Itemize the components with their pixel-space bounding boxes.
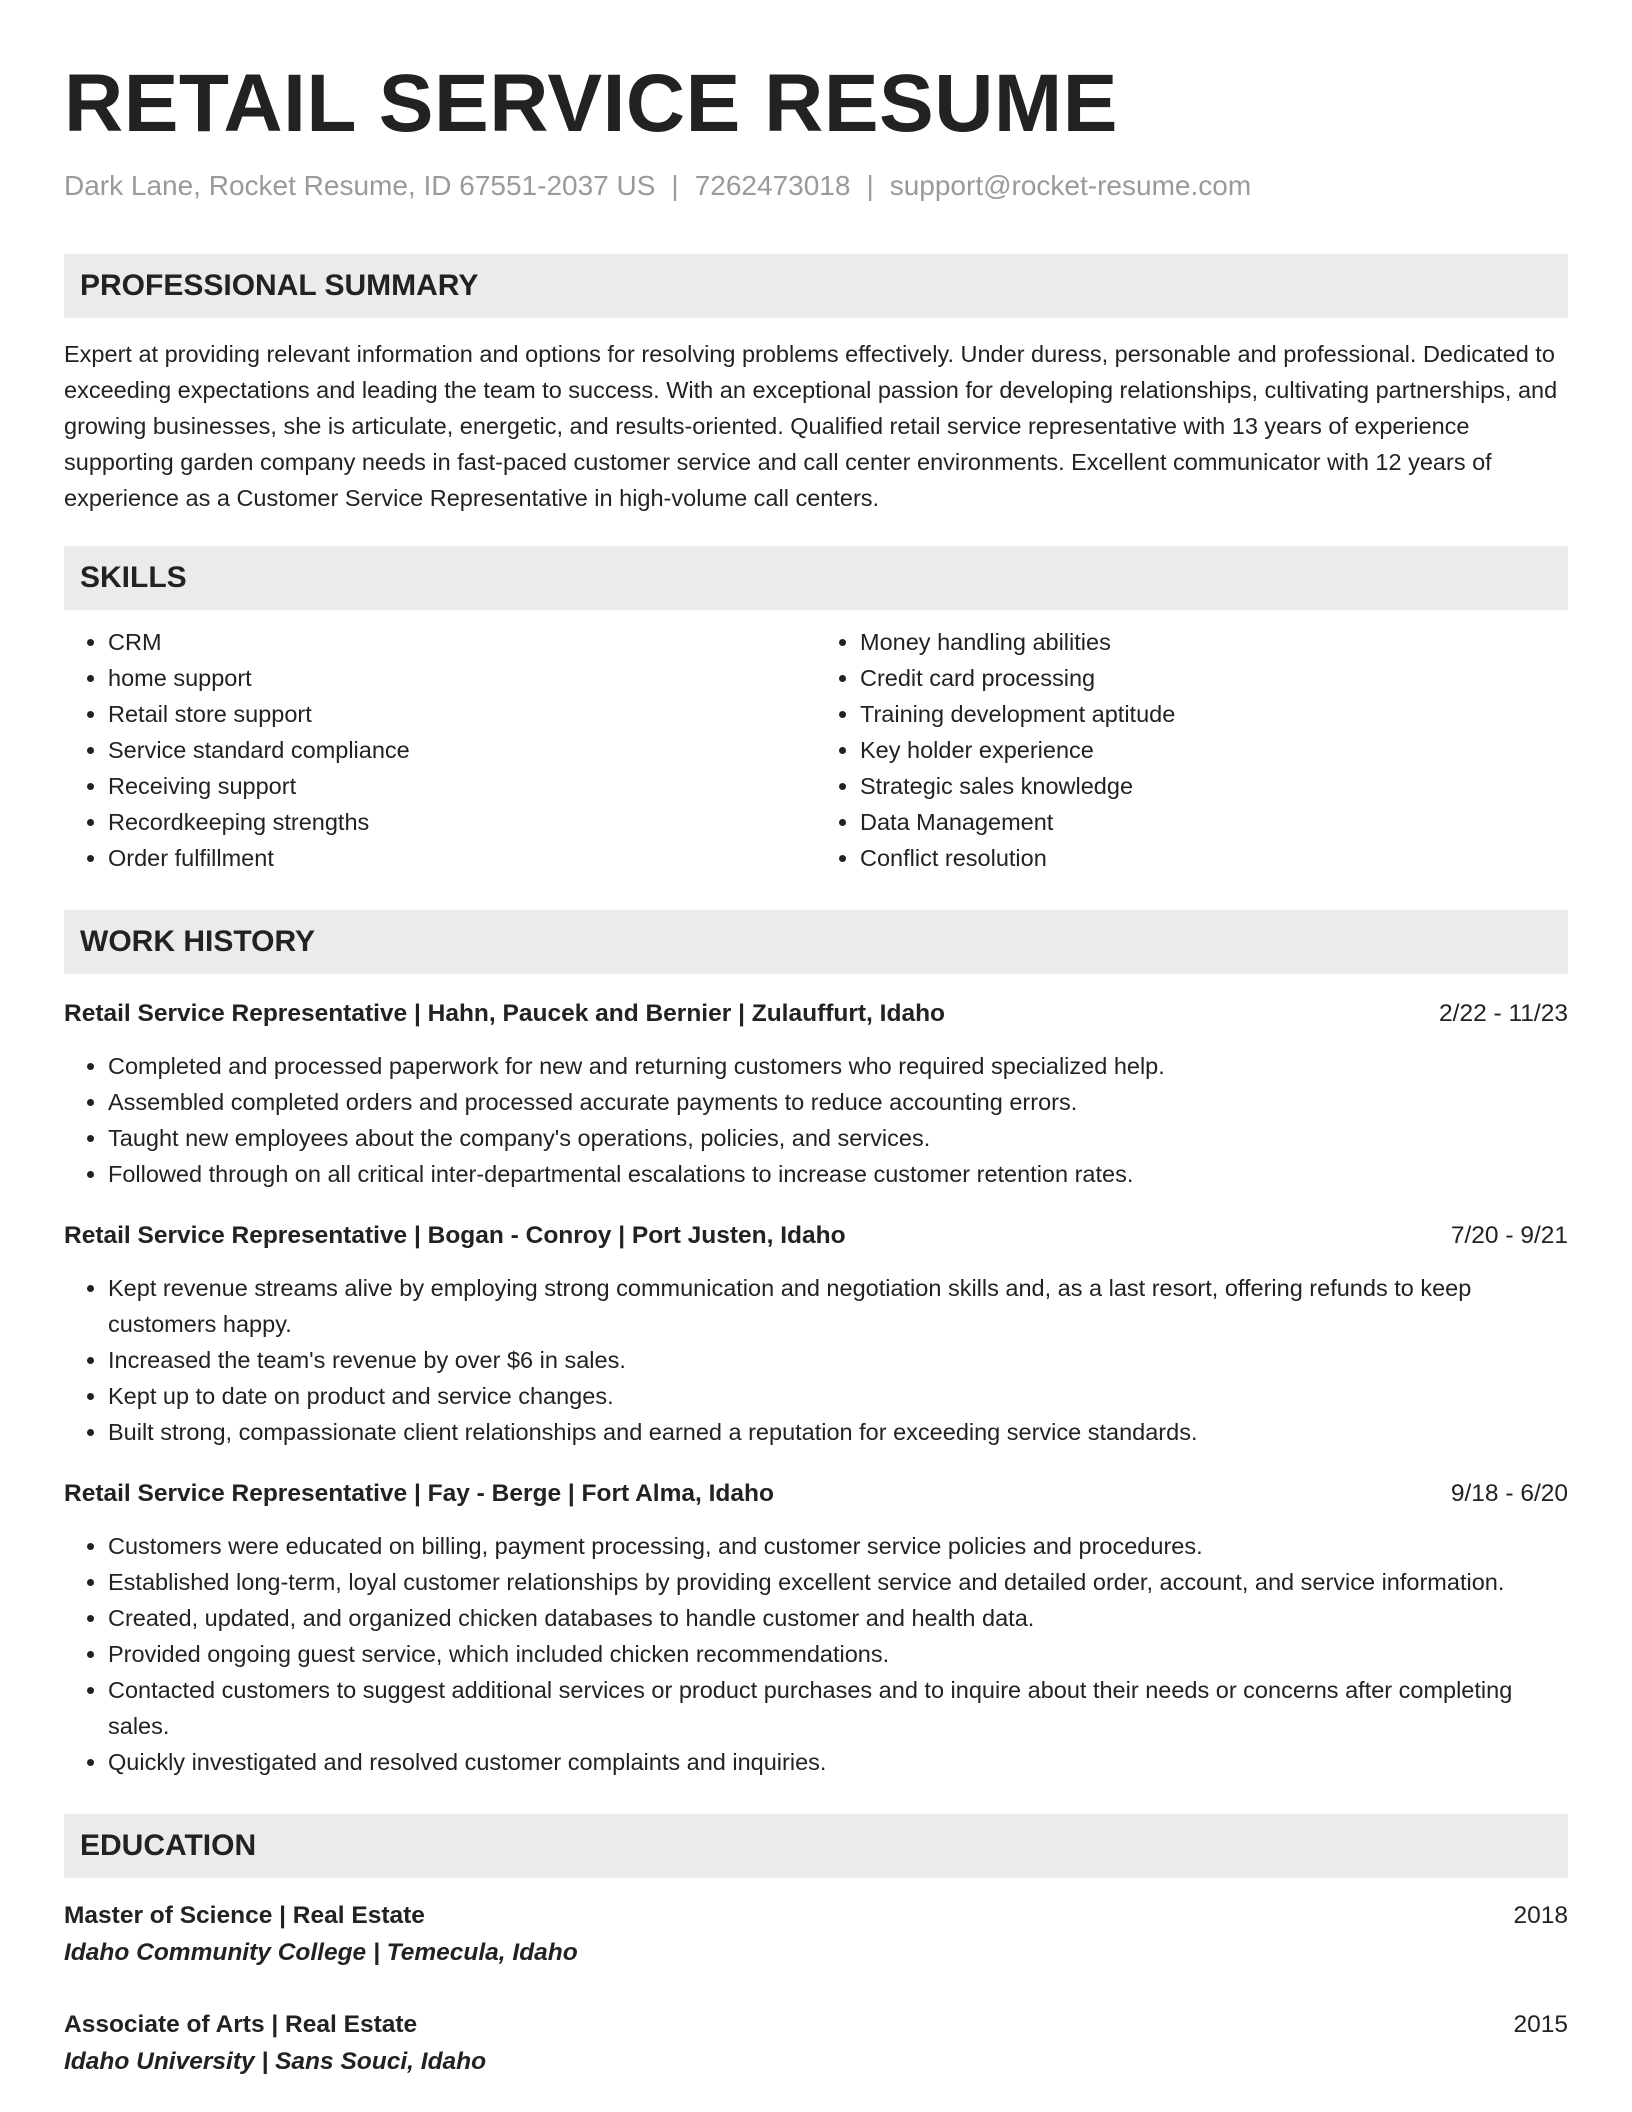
education-degree: Master of Science | Real Estate bbox=[64, 1902, 425, 1929]
skill-item: • CRM bbox=[108, 624, 816, 660]
education-degree: Associate of Arts | Real Estate bbox=[64, 2011, 418, 2038]
job-title: Retail Service Representative | Bogan - Conroy | Port Justen, Idaho bbox=[64, 1222, 846, 1249]
contact-phone: 7262473018 bbox=[694, 170, 851, 201]
summary-text: Expert at providing relevant information and options for resolving problems effectively. Under duress, personable and professional. Dedicated to exceeding expectations and leading the team to success. With an exceptional passion for developing relationships, cultivating partnerships, and growing businesses, she is articulate, energetic, and results-oriented. Qualified retail service representative with 13 years of experience supporting garden company needs in fast-paced customer service and call center environments. Excellent communicator with 12 years of experience as a Customer Service Representative in high-volume call centers. bbox=[64, 341, 1558, 511]
job-title: Retail Service Representative | Fay - Berge | Fort Alma, Idaho bbox=[64, 1480, 774, 1507]
job-header bbox=[64, 996, 1568, 1032]
summary-heading: PROFESSIONAL SUMMARY bbox=[64, 254, 1568, 318]
skill-item: • Retail store support bbox=[108, 696, 816, 732]
job-bullets bbox=[64, 1270, 1568, 1450]
skill-item: • Training development aptitude bbox=[860, 696, 1568, 732]
job-bullet: • Created, updated, and organized chicken databases to handle customer and health data. bbox=[108, 1600, 1568, 1636]
contact-email: support@rocket-resume.com bbox=[889, 170, 1252, 201]
contact-line bbox=[64, 168, 1568, 204]
skill-item: • Strategic sales knowledge bbox=[860, 768, 1568, 804]
job-bullets bbox=[64, 1048, 1568, 1192]
job-entry bbox=[64, 1476, 1568, 1780]
job-entry bbox=[64, 1218, 1568, 1450]
job-header bbox=[64, 1476, 1568, 1512]
skill-item: • Service standard compliance bbox=[108, 732, 816, 768]
job-bullet: • Contacted customers to suggest additional services or product purchases and to inquire about their needs or concerns after completing sales. bbox=[108, 1672, 1568, 1744]
education-year: 2015 bbox=[1513, 2011, 1568, 2038]
skills-list bbox=[64, 624, 1568, 876]
resume-title: RETAIL SERVICE RESUME bbox=[64, 58, 1118, 149]
job-bullet: • Built strong, compassionate client relationships and earned a reputation for exceeding service standards. bbox=[108, 1414, 1568, 1450]
work-history-heading: WORK HISTORY bbox=[64, 910, 1568, 974]
contact-separator: | bbox=[866, 170, 874, 201]
skill-item: • Data Management bbox=[860, 804, 1568, 840]
education-header bbox=[64, 2007, 1568, 2043]
job-dates: 2/22 - 11/23 bbox=[1439, 1000, 1568, 1027]
job-entry bbox=[64, 996, 1568, 1192]
education-school: Idaho University | Sans Souci, Idaho bbox=[64, 2048, 487, 2075]
skill-item: • Conflict resolution bbox=[860, 840, 1568, 876]
education-school: Idaho Community College | Temecula, Idaho bbox=[64, 1939, 578, 1966]
skill-item: • Key holder experience bbox=[860, 732, 1568, 768]
job-bullet: • Assembled completed orders and processed accurate payments to reduce accounting errors. bbox=[108, 1084, 1568, 1120]
job-bullet: • Completed and processed paperwork for new and returning customers who required specialized help. bbox=[108, 1048, 1568, 1084]
skill-item: • Credit card processing bbox=[860, 660, 1568, 696]
contact-separator: | bbox=[671, 170, 679, 201]
skill-item: • home support bbox=[108, 660, 816, 696]
job-bullet: • Customers were educated on billing, payment processing, and customer service policies and procedures. bbox=[108, 1528, 1568, 1564]
job-title: Retail Service Representative | Hahn, Paucek and Bernier | Zulauffurt, Idaho bbox=[64, 1000, 945, 1027]
job-bullet: • Kept up to date on product and service changes. bbox=[108, 1378, 1568, 1414]
contact-address: Dark Lane, Rocket Resume, ID 67551-2037 US bbox=[64, 170, 656, 201]
job-bullets bbox=[64, 1528, 1568, 1780]
job-bullet: • Quickly investigated and resolved customer complaints and inquiries. bbox=[108, 1744, 1568, 1780]
skill-item: • Receiving support bbox=[108, 768, 816, 804]
education-year: 2018 bbox=[1513, 1902, 1568, 1929]
education-entry bbox=[64, 2007, 1568, 2080]
skill-item: • Order fulfillment bbox=[108, 840, 816, 876]
job-bullet: • Kept revenue streams alive by employing strong communication and negotiation skills and, as a last resort, offering refunds to keep customers happy. bbox=[108, 1270, 1568, 1342]
job-dates: 9/18 - 6/20 bbox=[1450, 1480, 1568, 1507]
education-heading: EDUCATION bbox=[64, 1814, 1568, 1878]
job-bullet: • Provided ongoing guest service, which included chicken recommendations. bbox=[108, 1636, 1568, 1672]
education-entry bbox=[64, 1898, 1568, 1971]
job-header bbox=[64, 1218, 1568, 1254]
skill-item: • Recordkeeping strengths bbox=[108, 804, 816, 840]
job-bullet: • Increased the team's revenue by over $6 in sales. bbox=[108, 1342, 1568, 1378]
skills-column-right bbox=[816, 624, 1568, 876]
job-bullet: • Taught new employees about the company's operations, policies, and services. bbox=[108, 1120, 1568, 1156]
skills-column-left bbox=[64, 624, 816, 876]
job-bullet: • Followed through on all critical inter-departmental escalations to increase customer retention rates. bbox=[108, 1156, 1568, 1192]
skill-item: • Money handling abilities bbox=[860, 624, 1568, 660]
skills-heading: SKILLS bbox=[64, 546, 1568, 610]
education-header bbox=[64, 1898, 1568, 1934]
job-bullet: • Established long-term, loyal customer relationships by providing excellent service and detailed order, account, and service information. bbox=[108, 1564, 1568, 1600]
job-dates: 7/20 - 9/21 bbox=[1450, 1222, 1568, 1249]
